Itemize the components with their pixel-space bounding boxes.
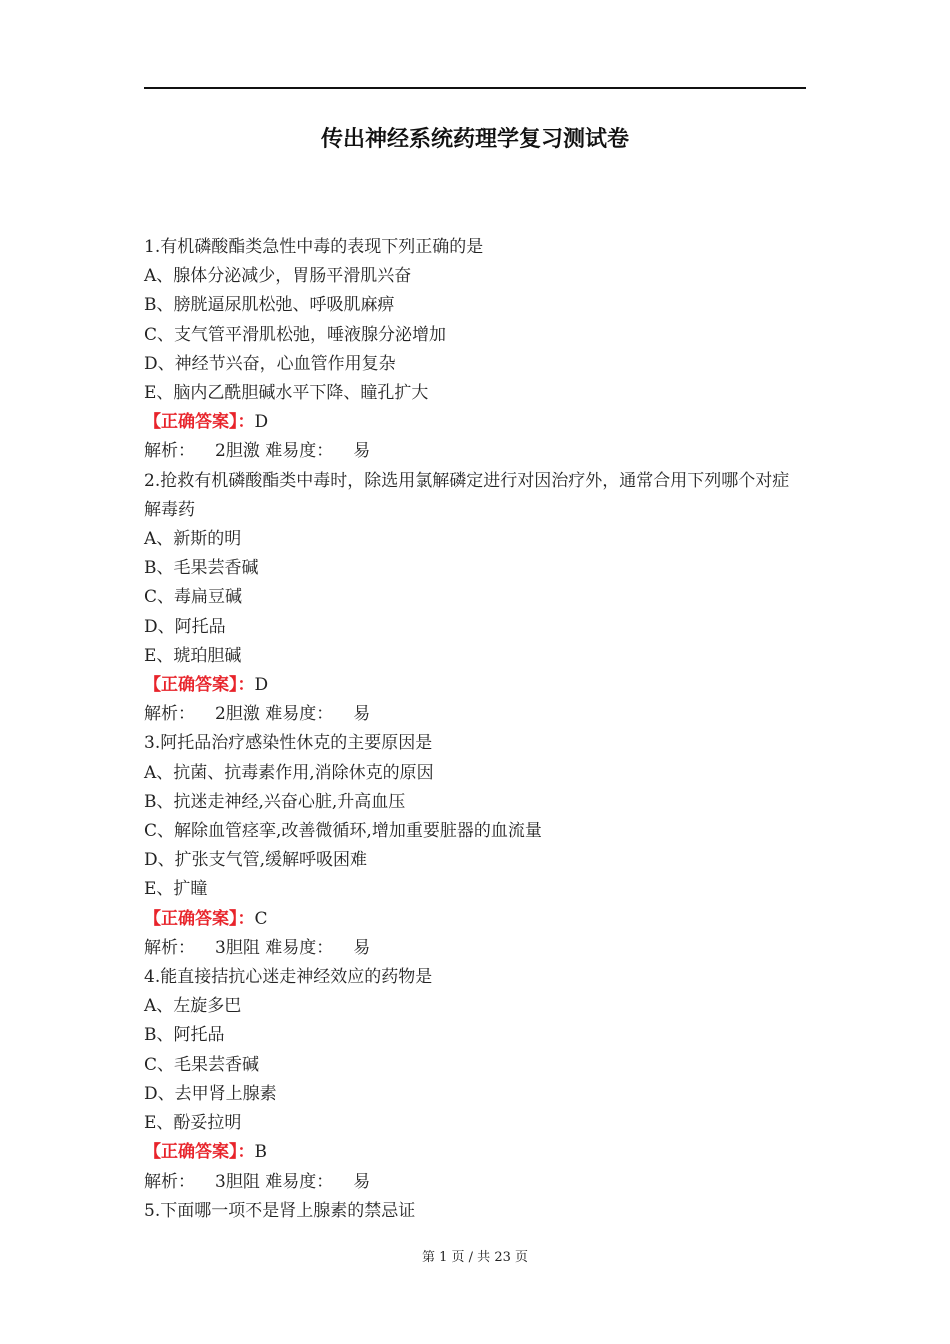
answer-label: 【正确答案】： [144, 675, 255, 696]
answer-value: B [254, 1142, 267, 1163]
question-option: C、解除血管痉挛,改善微循环,增加重要脏器的血流量 [144, 821, 542, 842]
difficulty-value: 易 [353, 441, 371, 462]
analysis-line [144, 1168, 806, 1197]
answer-line [144, 671, 806, 700]
analysis-value: 2胆激 [215, 704, 260, 725]
difficulty-label: 难易度： [265, 1171, 334, 1192]
analysis-label: 解析： [144, 1171, 195, 1192]
answer-value: C [254, 908, 268, 929]
question-option: A、左旋多巴 [144, 996, 242, 1017]
analysis-value: 2胆激 [215, 441, 260, 462]
answer-label: 【正确答案】： [144, 1142, 255, 1163]
analysis-label: 解析： [144, 441, 195, 462]
difficulty-label: 难易度： [265, 441, 334, 462]
answer-label: 【正确答案】： [144, 908, 255, 929]
question-option: E、扩瞳 [144, 879, 208, 900]
question-option: D、阿托品 [144, 616, 226, 637]
question-stem: 5.下面哪一项不是肾上腺素的禁忌证 [144, 1200, 416, 1221]
answer-line [144, 1138, 806, 1167]
question-option: E、脑内乙酰胆碱水平下降、瞳孔扩大 [144, 383, 429, 404]
question-option: A、抗菌、抗毒素作用,消除休克的原因 [144, 762, 434, 783]
question-option: C、支气管平滑肌松弛，唾液腺分泌增加 [144, 324, 447, 345]
difficulty-label: 难易度： [265, 704, 334, 725]
question-option: A、腺体分泌减少，胃肠平滑肌兴奋 [144, 266, 412, 287]
analysis-line [144, 437, 806, 466]
answer-label: 【正确答案】： [144, 412, 255, 433]
question-option: B、阿托品 [144, 1025, 225, 1046]
difficulty-label: 难易度： [265, 937, 334, 958]
analysis-value: 3胆阻 [215, 937, 260, 958]
question-option: A、新斯的明 [144, 529, 242, 550]
answer-value: D [254, 412, 269, 433]
question-option: D、去甲肾上腺素 [144, 1083, 277, 1104]
answer-line [144, 408, 806, 437]
difficulty-value: 易 [353, 1171, 371, 1192]
question-option: D、神经节兴奋，心血管作用复杂 [144, 353, 396, 374]
analysis-line [144, 700, 806, 729]
question-option: B、膀胱逼尿肌松弛、呼吸肌麻痹 [144, 295, 395, 316]
question-stem: 1.有机磷酸酯类急性中毒的表现下列正确的是 [144, 237, 484, 257]
question-option: E、琥珀胆碱 [144, 645, 242, 666]
analysis-line [144, 934, 806, 963]
analysis-label: 解析： [144, 937, 195, 958]
question-option: D、扩张支气管,缓解呼吸困难 [144, 850, 368, 871]
question-stem: 3.阿托品治疗感染性休克的主要原因是 [144, 733, 433, 754]
analysis-value: 3胆阻 [215, 1171, 260, 1192]
question-option: B、毛果芸香碱 [144, 558, 259, 579]
question-option: C、毛果芸香碱 [144, 1054, 260, 1075]
difficulty-value: 易 [353, 704, 371, 725]
page-title: 传出神经系统药理学复习测试卷 [320, 127, 629, 152]
page-footer: 第 1 页 / 共 23 页 [422, 1250, 528, 1265]
question-option: C、毒扁豆碱 [144, 587, 243, 608]
answer-line [144, 905, 806, 934]
question-stem: 2.抢救有机磷酸酯类中毒时，除选用氯解磷定进行对因治疗外，通常合用下列哪个对症解毒药 [144, 470, 790, 520]
difficulty-value: 易 [353, 937, 371, 958]
header-rule [144, 87, 806, 89]
question-list [144, 233, 806, 1226]
question-option: B、抗迷走神经,兴奋心脏,升高血压 [144, 791, 406, 812]
question-stem: 4.能直接拮抗心迷走神经效应的药物是 [144, 967, 433, 988]
answer-value: D [254, 675, 269, 696]
analysis-label: 解析： [144, 704, 195, 725]
question-option: E、酚妥拉明 [144, 1113, 242, 1134]
